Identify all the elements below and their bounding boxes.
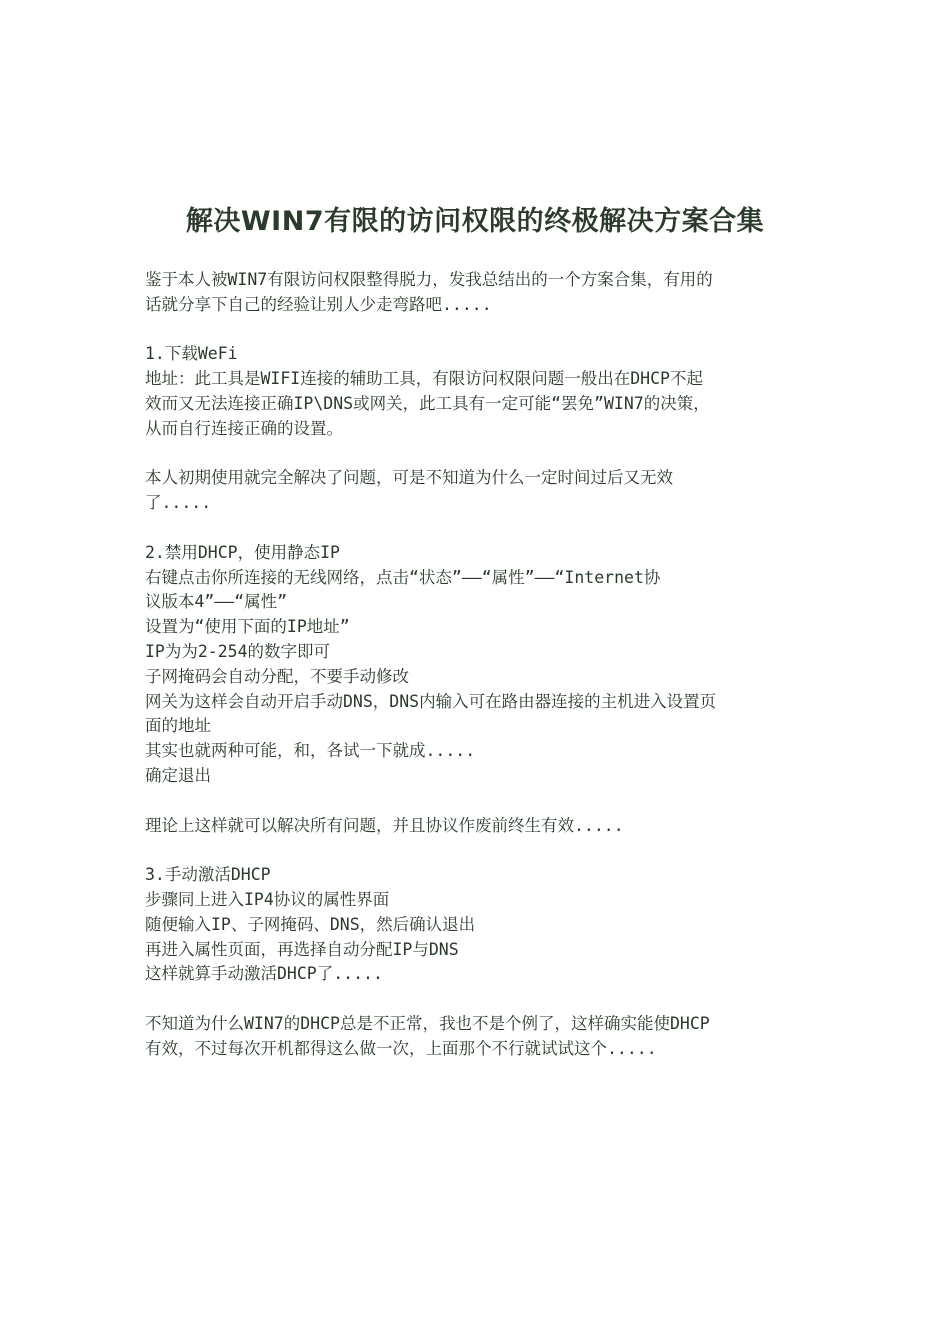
paragraph-line: 子网掩码会自动分配，不要手动修改 [145,666,409,686]
blank-line [145,516,805,541]
paragraph-line: 步骤同上进入IP4协议的属性界面 [145,889,390,909]
paragraph-line: 话就分享下自己的经验让别人少走弯路吧..... [145,294,492,314]
document-body [145,268,805,1062]
paragraph-line: 1.下载WeFi [145,344,238,364]
paragraph-line: 不知道为什么WIN7的DHCP总是不正常，我也不是个例了，这样确实能使DHCP [145,1013,710,1033]
blank-line [145,789,805,814]
paragraph-line: 鉴于本人被WIN7有限访问权限整得脱力，发我总结出的一个方案合集，有用的 [145,270,713,289]
paragraph-line: 本人初期使用就完全解决了问题，可是不知道为什么一定时间过后又无效 [145,468,673,488]
document-title: 解决WIN7有限的访问权限的终极解决方案合集 [185,206,765,237]
paragraph-line: 右键点击你所连接的无线网络，点击“状态”——“属性”——“Internet协 [145,567,661,587]
paragraph-line: 其实也就两种可能，和，各试一下就成..... [145,741,476,761]
paragraph-line: 理论上这样就可以解决所有问题，并且协议作废前终生有效..... [145,815,624,835]
paragraph-line: 议版本4”——“属性” [145,592,288,612]
paragraph-line: 网关为这样会自动开启手动DNS，DNS内输入可在路由器连接的主机进入设置页 [145,691,717,711]
paragraph-line: 从而自行连接正确的设置。 [145,418,343,438]
paragraph-line: 地址：此工具是WIFI连接的辅助工具，有限访问权限问题一般出在DHCP不起 [145,369,703,389]
paragraph-line: IP为为2-254的数字即可 [145,641,331,661]
paragraph-line: 确定退出 [145,765,211,785]
paragraph-line: 再进入属性页面，再选择自动分配IP与DNS [145,939,459,959]
blank-line [145,987,805,1012]
paragraph-line: 这样就算手动激活DHCP了..... [145,964,383,984]
paragraph-line: 效而又无法连接正确IP\DNS或网关，此工具有一定可能“罢免”WIN7的决策， [145,393,710,413]
paragraph-line: 随便输入IP、子网掩码、DNS，然后确认退出 [145,914,476,934]
blank-line [145,442,805,467]
blank-line [145,318,805,343]
paragraph-line: 面的地址 [145,716,211,736]
paragraph-line: 有效，不过每次开机都得这么做一次，上面那个不行就试试这个..... [145,1038,657,1058]
paragraph-line: 2.禁用DHCP，使用静态IP [145,542,340,562]
paragraph-line: 了..... [145,493,212,513]
paragraph-line: 3.手动激活DHCP [145,865,271,885]
paragraph-line: 设置为“使用下面的IP地址” [145,617,350,637]
blank-line [145,838,805,863]
